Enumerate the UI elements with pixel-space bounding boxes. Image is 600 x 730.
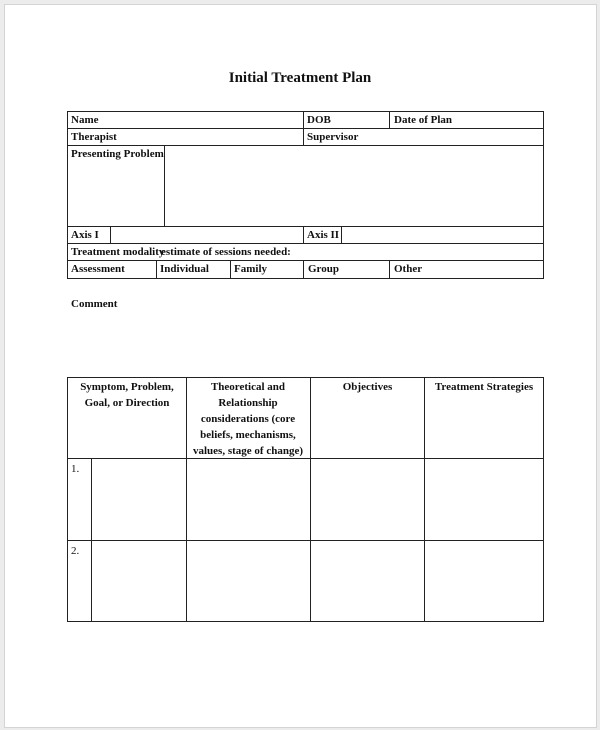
info-table-col-divider <box>303 260 304 278</box>
plan-table-divider <box>67 540 544 541</box>
header-objectives: Objectives <box>342 381 393 393</box>
individual-label: Individual <box>160 263 209 275</box>
info-table-col-divider <box>389 111 390 128</box>
plan-table-col-divider <box>310 377 311 621</box>
axis-i-label: Axis I <box>71 229 99 241</box>
header-symptom: Symptom, Problem, Goal, or Direction <box>80 381 174 409</box>
plan-table-border-left <box>67 377 68 621</box>
info-table-col-divider <box>303 111 304 145</box>
info-table-col-divider <box>156 260 157 278</box>
plan-table-border-top <box>67 377 544 378</box>
presenting-problem-label: Presenting Problem <box>71 148 164 160</box>
info-table-border-left <box>67 111 68 278</box>
info-table-col-divider <box>164 145 165 226</box>
date-of-plan-label: Date of Plan <box>394 114 453 126</box>
therapist-label: Therapist <box>71 131 117 143</box>
header-treatment-strategies: Treatment Strategies <box>434 381 534 393</box>
document-page <box>4 4 597 728</box>
plan-table-number-divider <box>91 458 92 621</box>
name-label: Name <box>71 114 99 126</box>
plan-table-border-right <box>543 377 544 621</box>
plan-table-col-divider <box>186 377 187 621</box>
axis-ii-label: Axis II <box>307 229 340 241</box>
assessment-label: Assessment <box>71 263 125 275</box>
info-table-divider <box>67 128 544 129</box>
dob-label: DOB <box>307 114 331 126</box>
info-table-divider <box>67 260 544 261</box>
info-table-col-divider <box>303 226 304 243</box>
info-table-divider <box>67 145 544 146</box>
info-table-border-bottom <box>67 278 544 279</box>
info-table-border-top <box>67 111 544 112</box>
info-table-col-divider <box>110 226 111 243</box>
row-number: 2. <box>71 545 80 557</box>
plan-table-col-divider <box>424 377 425 621</box>
treatment-modality-label: Treatment modality <box>71 246 165 258</box>
plan-table-divider <box>67 458 544 459</box>
document-title: Initial Treatment Plan <box>228 70 372 86</box>
info-table-col-divider <box>230 260 231 278</box>
group-label: Group <box>308 263 339 275</box>
row-number: 1. <box>71 463 80 475</box>
header-theoretical: Theoretical and Relationship considerations (core beliefs, mechanisms, values, stage of change) <box>193 381 303 457</box>
plan-table-border-bottom <box>67 621 544 622</box>
sessions-needed-label: estimate of sessions needed: <box>161 246 291 258</box>
supervisor-label: Supervisor <box>307 131 359 143</box>
comment-label: Comment <box>71 298 118 310</box>
info-table-col-divider <box>389 260 390 278</box>
info-table-border-right <box>543 111 544 278</box>
other-label: Other <box>394 263 423 275</box>
info-table-col-divider <box>341 226 342 243</box>
family-label: Family <box>234 263 267 275</box>
info-table-divider <box>67 226 544 227</box>
info-table-divider <box>67 243 544 244</box>
